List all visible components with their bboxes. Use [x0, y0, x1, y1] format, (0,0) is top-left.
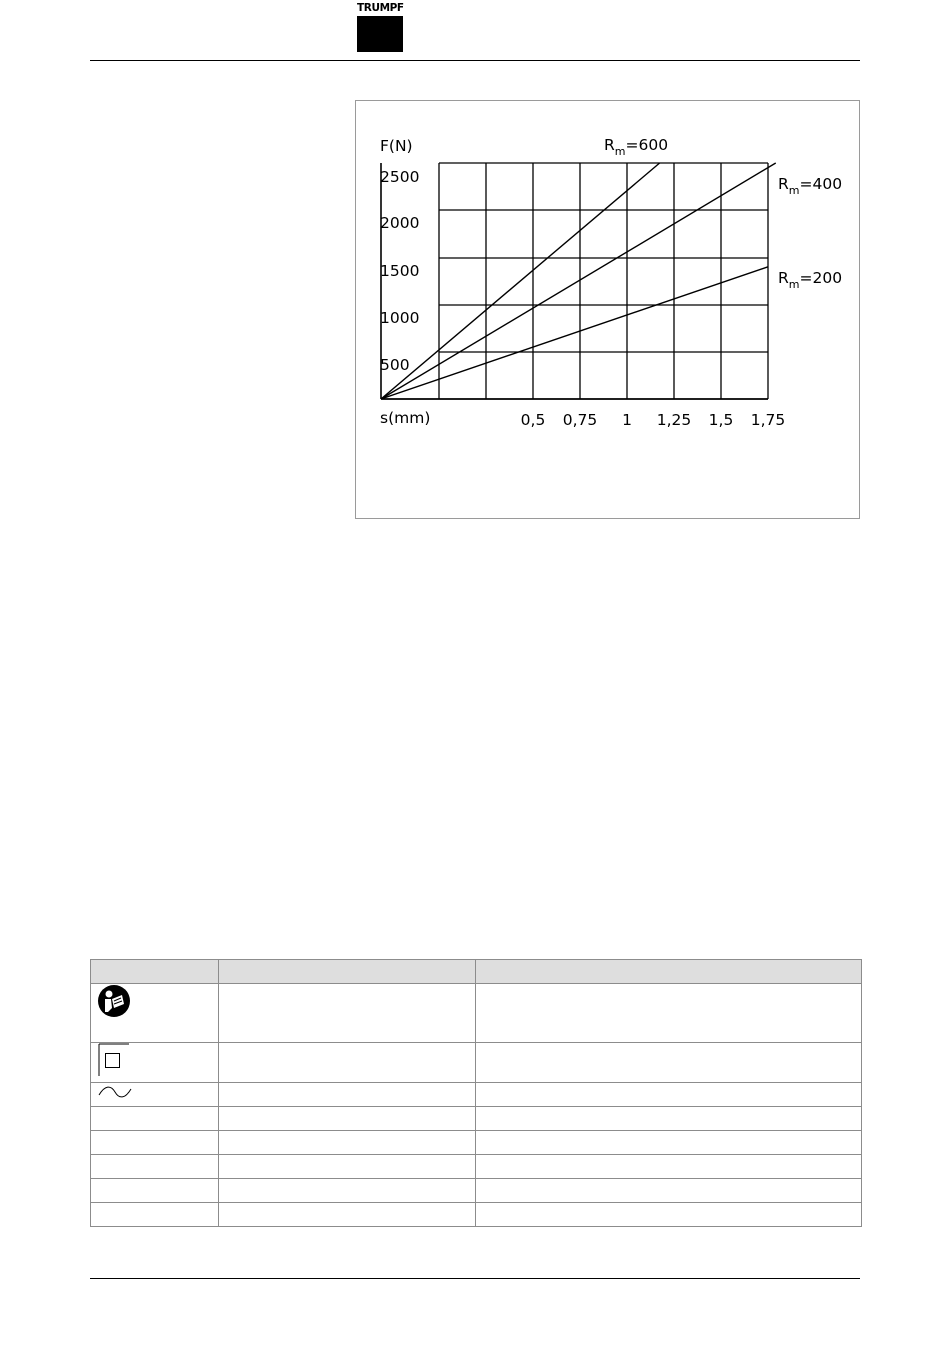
table-cell-explanation: [476, 1083, 862, 1107]
table-cell-symbol: [91, 1155, 219, 1179]
table-cell-symbol: [91, 1083, 219, 1107]
x-tick-label: 1: [622, 411, 632, 429]
table-cell-term: [219, 1083, 476, 1107]
table-header-row: [91, 960, 862, 984]
force-chart: [355, 100, 860, 519]
table-cell-symbol: [91, 1203, 219, 1227]
table-cell-explanation: [476, 1131, 862, 1155]
table-cell-symbol: [91, 1131, 219, 1155]
y-tick-label: 500: [380, 356, 410, 374]
table-cell-explanation: [476, 1203, 862, 1227]
table-row: [91, 984, 862, 1043]
table-cell-symbol: [91, 1043, 219, 1083]
series-label: $R_m=200$: [778, 269, 843, 291]
table-cell-term: [219, 1203, 476, 1227]
header-rule: [90, 60, 860, 61]
table-cell-explanation: [476, 1155, 862, 1179]
x-tick-label: 1,5: [708, 411, 734, 429]
table-cell-term: [219, 984, 476, 1043]
chart-series: [381, 163, 776, 399]
alternating-current-icon: [97, 1083, 133, 1101]
table-header-term: [219, 960, 476, 984]
series-label: $R_m=600$: [604, 136, 669, 158]
series-line: [381, 163, 776, 399]
table-cell-explanation: [476, 1107, 862, 1131]
table-cell-term: [219, 1107, 476, 1131]
table-cell-term: [219, 1131, 476, 1155]
read-manual-icon: [97, 984, 131, 1018]
logo-block: [357, 16, 403, 52]
y-tick-label: 2000: [380, 214, 420, 232]
x-tick-label: 0,75: [562, 411, 598, 429]
square-symbol-icon: [97, 1043, 129, 1077]
table-cell-symbol: [91, 1179, 219, 1203]
table-header-explanation: [476, 960, 862, 984]
table-row: [91, 1155, 862, 1179]
table-cell-explanation: [476, 1043, 862, 1083]
series-line: [381, 163, 660, 399]
table-row: [91, 1131, 862, 1155]
y-tick-label: 2500: [380, 168, 420, 186]
y-tick-label: 1000: [380, 309, 420, 327]
table-cell-explanation: [476, 1179, 862, 1203]
y-tick-label: 1500: [380, 262, 420, 280]
chart-labels: [380, 136, 842, 429]
x-axis-label: s(mm): [380, 409, 431, 427]
table-header-symbol: [91, 960, 219, 984]
table-cell-term: [219, 1155, 476, 1179]
table-row: [91, 1179, 862, 1203]
symbols-table: [90, 959, 862, 1227]
trumpf-logo: [357, 3, 403, 52]
x-tick-label: 1,75: [750, 411, 786, 429]
table-cell-term: [219, 1043, 476, 1083]
series-label: $R_m=400$: [778, 175, 843, 197]
table-cell-term: [219, 1179, 476, 1203]
x-tick-label: 1,25: [656, 411, 692, 429]
x-tick-label: 0,5: [520, 411, 546, 429]
y-axis-label: F(N): [380, 137, 413, 155]
table-row: [91, 1107, 862, 1131]
footer-rule: [90, 1278, 860, 1279]
table-cell-symbol: [91, 1107, 219, 1131]
table-cell-explanation: [476, 984, 862, 1043]
logo-text: TRUMPF: [357, 2, 404, 14]
table-cell-symbol: [91, 984, 219, 1043]
table-row: [91, 1043, 862, 1083]
table-row: [91, 1203, 862, 1227]
table-row: [91, 1083, 862, 1107]
